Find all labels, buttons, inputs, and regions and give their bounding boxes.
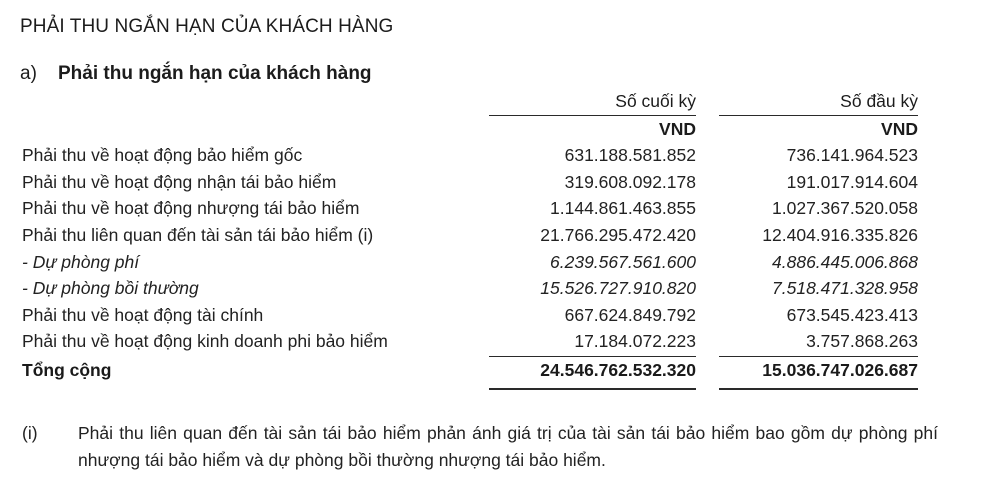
table-row-total — [0, 360, 981, 386]
row-label: Phải thu về hoạt động kinh doanh phi bảo hiểm — [22, 331, 388, 351]
row-label: Phải thu liên quan đến tài sản tái bảo hiểm (i) — [22, 225, 374, 245]
total-label: Tổng cộng — [22, 360, 112, 380]
total-rule-end — [489, 388, 696, 390]
row-value-end: 17.184.072.223 — [574, 331, 696, 351]
table-row — [0, 172, 981, 198]
row-label: - Dự phòng phí — [22, 252, 140, 272]
row-value-begin: 3.757.868.263 — [806, 331, 918, 351]
table-row — [0, 145, 981, 171]
subtotal-rule-begin — [719, 356, 918, 357]
row-label: Phải thu về hoạt động tài chính — [22, 305, 264, 325]
row-value-begin: 191.017.914.604 — [786, 172, 918, 192]
row-value-end: 15.526.727.910.820 — [540, 278, 696, 298]
row-value-end: 631.188.581.852 — [564, 145, 696, 165]
row-value-begin: 673.545.423.413 — [786, 305, 918, 325]
subsection-title: Phải thu ngắn hạn của khách hàng — [58, 63, 372, 84]
row-value-end: 6.239.567.561.600 — [550, 252, 696, 272]
column-header-begin-period: Số đầu kỳ — [719, 91, 918, 116]
subsection-marker: a) — [20, 63, 37, 84]
total-value-begin: 15.036.747.026.687 — [762, 360, 918, 380]
column-header-end-period: Số cuối kỳ — [489, 91, 696, 116]
table-row-sub — [0, 278, 981, 304]
row-label: Phải thu về hoạt động nhượng tái bảo hiểm — [22, 198, 360, 218]
total-rule-begin — [719, 388, 918, 390]
row-value-end: 1.144.861.463.855 — [550, 198, 696, 218]
table-row-sub — [0, 252, 981, 278]
footnote-text: Phải thu liên quan đến tài sản tái bảo hiểm phản ánh giá trị của tài sản tái bảo hiểm bao gồm dự phòng phí nhượng tái bảo hiểm và dự phòng bồi thường nhượng tái bảo hiểm. — [78, 423, 938, 470]
row-value-begin: 4.886.445.006.868 — [772, 252, 918, 272]
table-row — [0, 305, 981, 331]
row-value-end: 667.624.849.792 — [564, 305, 696, 325]
row-value-begin: 12.404.916.335.826 — [762, 225, 918, 245]
total-value-end: 24.546.762.532.320 — [540, 360, 696, 380]
subsection-heading — [20, 63, 372, 85]
footnote-marker: (i) — [22, 423, 38, 443]
row-value-end: 21.766.295.472.420 — [540, 225, 696, 245]
row-value-begin: 736.141.964.523 — [786, 145, 918, 165]
table-row — [0, 198, 981, 224]
column-unit-begin-period: VND — [881, 119, 918, 139]
table-row — [0, 331, 981, 357]
subtotal-rule-end — [489, 356, 696, 357]
table-row — [0, 225, 981, 251]
row-label: - Dự phòng bồi thường — [22, 278, 199, 298]
row-label: Phải thu về hoạt động nhận tái bảo hiểm — [22, 172, 337, 192]
row-value-begin: 7.518.471.328.958 — [772, 278, 918, 298]
row-label: Phải thu về hoạt động bảo hiểm gốc — [22, 145, 303, 165]
row-value-begin: 1.027.367.520.058 — [772, 198, 918, 218]
row-value-end: 319.608.092.178 — [564, 172, 696, 192]
section-title: PHẢI THU NGẮN HẠN CỦA KHÁCH HÀNG — [20, 16, 394, 37]
column-unit-end-period: VND — [659, 119, 696, 139]
